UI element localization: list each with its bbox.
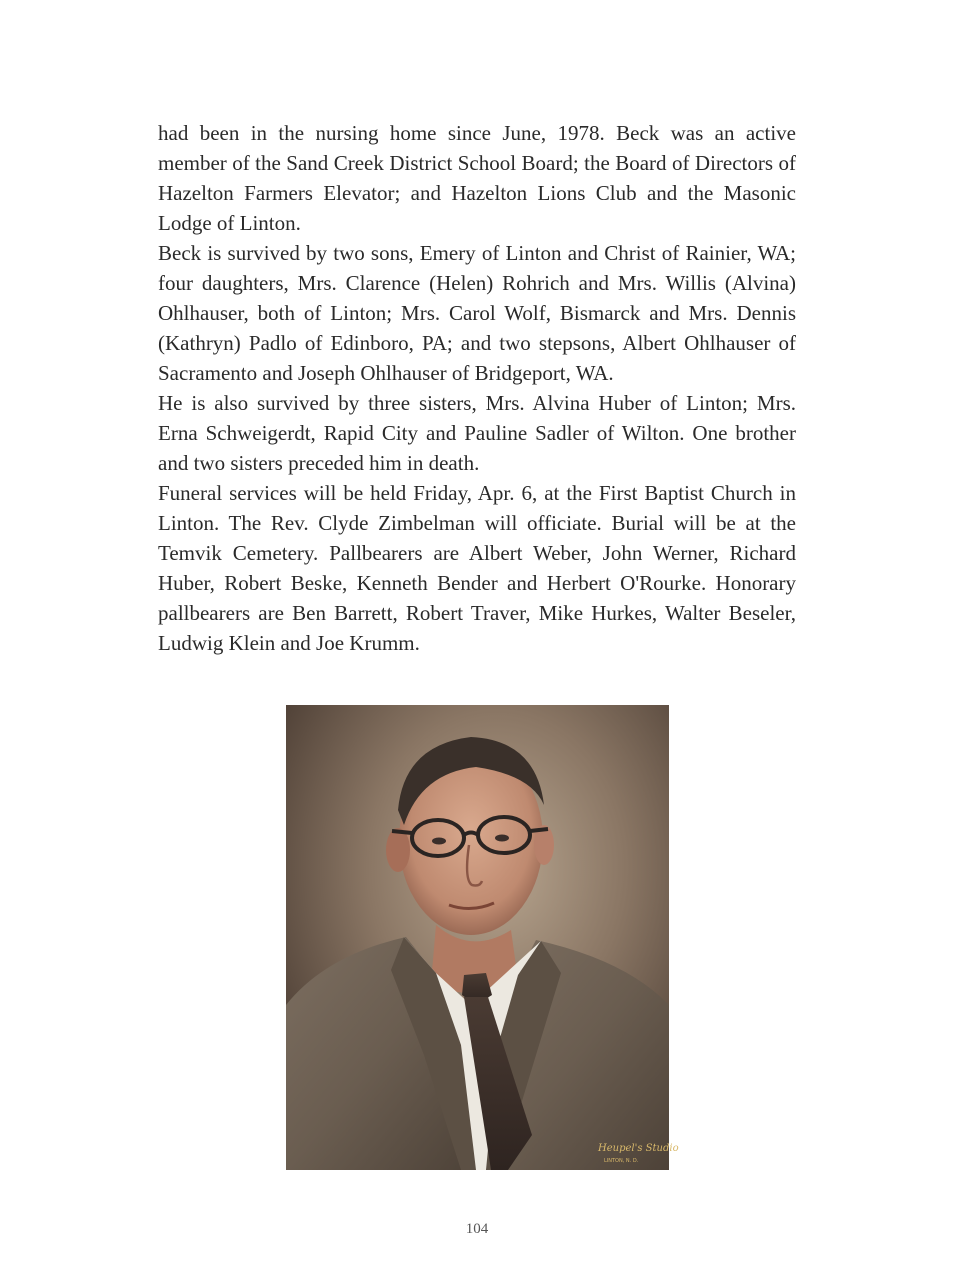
page-number: 104 xyxy=(465,1221,489,1237)
ear-left xyxy=(386,828,410,872)
paragraph-1: had been in the nursing home since June, 1978. Beck was an active member of the Sand Creek District School Board; the Board of Directors of Hazelton Farmers Elevator; and Hazelton Lions Club and the Masonic Lodge of Linton. xyxy=(158,121,796,235)
paragraph-2: Beck is survived by two sons, Emery of Linton and Christ of Rainier, WA; four daughters, Mrs. Clarence (Helen) Rohrich and Mrs. Willis (Alvina) Ohlhauser, both of Linton; Mrs. Carol Wolf, Bismarck and Mrs. Dennis (Kathryn) Padlo of Edinboro, PA; and two stepsons, Albert Ohlhauser of Sacramento and Joseph Ohlhauser of Bridgeport, WA. xyxy=(158,241,796,385)
paragraph-3: He is also survived by three sisters, Mrs. Alvina Huber of Linton; Mrs. Erna Schweigerdt, Rapid City and Pauline Sadler of Wilton. One brother and two sisters preceded him in death. xyxy=(158,391,796,475)
portrait-illustration xyxy=(286,705,679,1170)
studio-location: LINTON, N. D. xyxy=(604,1158,639,1164)
portrait-photo xyxy=(286,705,679,1170)
body-text xyxy=(158,118,796,658)
eye-right xyxy=(495,835,509,842)
paragraph-4: Funeral services will be held Friday, Apr. 6, at the First Baptist Church in Linton. The Rev. Clyde Zimbelman will officiate. Burial will be at the Temvik Cemetery. Pallbearers are Albert Weber, John Werner, Richard Huber, Robert Beske, Kenneth Bender and Herbert O'Rourke. Honorary pallbearers are Ben Barrett, Robert Traver, Mike Hurkes, Walter Beseler, Ludwig Klein and Joe Krumm. xyxy=(158,481,796,655)
studio-signature: Heupel's Studio xyxy=(598,1143,679,1154)
eye-left xyxy=(432,838,446,845)
